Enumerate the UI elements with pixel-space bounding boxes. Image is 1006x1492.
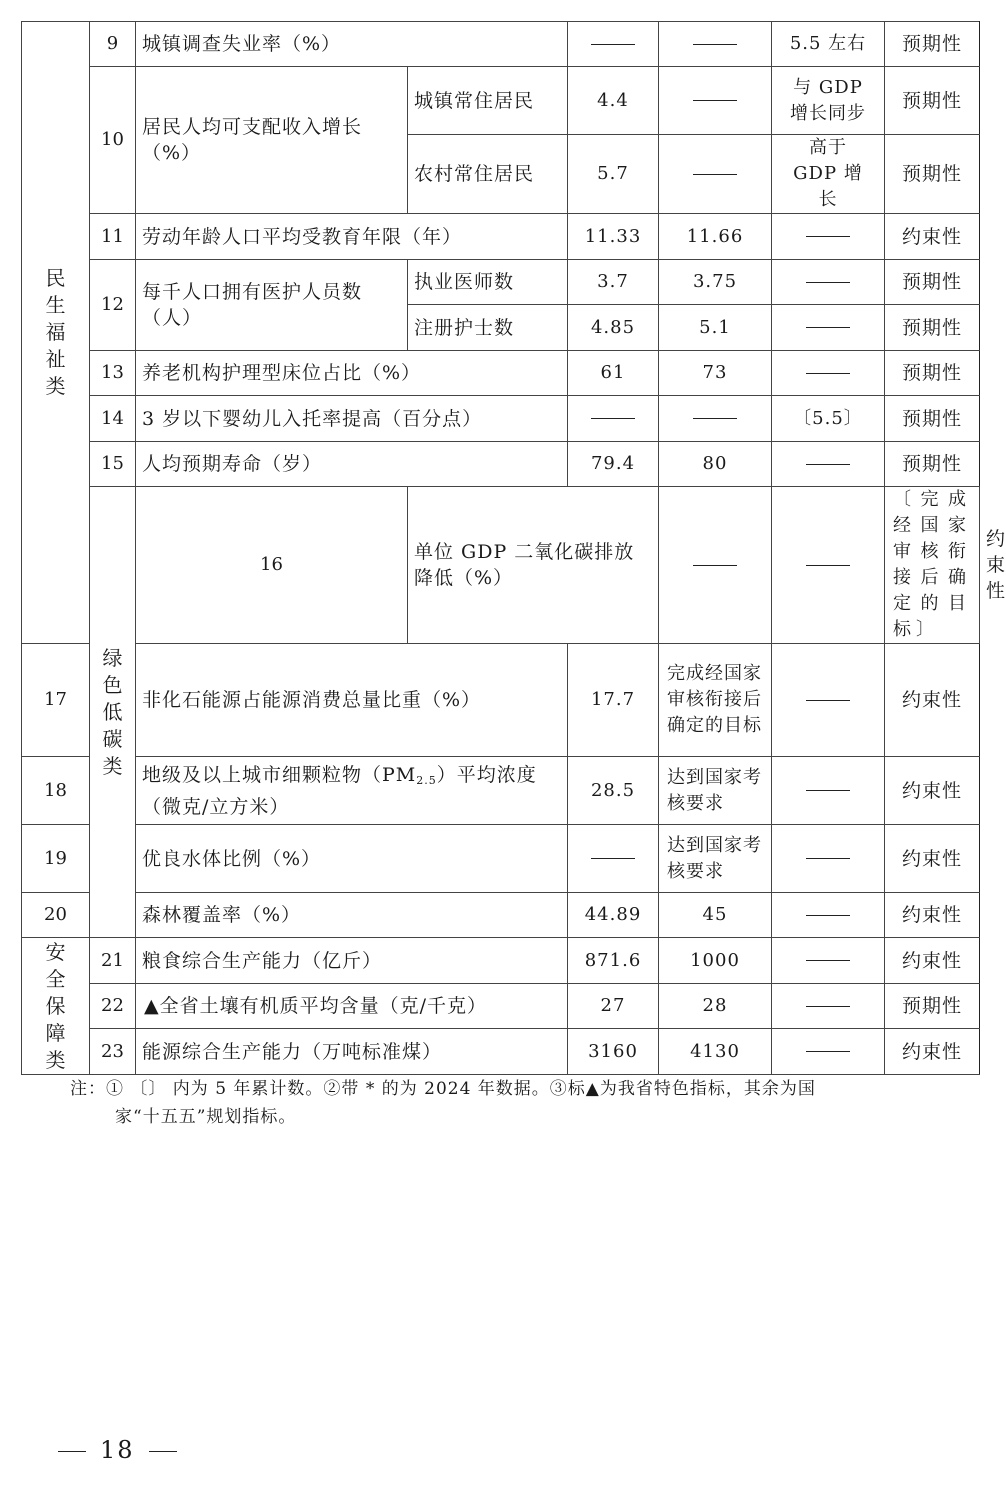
property-cell: 约束性 [885,938,980,984]
value-cell [659,22,772,67]
indicator-name: 能源综合生产能力（万吨标准煤） [136,1029,568,1075]
indicator-name: 优良水体比例（%） [136,825,568,893]
sub-indicator-name: 城镇常住居民 [408,67,568,135]
dash-placeholder [806,790,850,791]
table-row [22,260,980,305]
indicator-name: 养老机构护理型床位占比（%） [136,351,568,396]
dash-placeholder [806,236,850,237]
table-row [22,984,980,1029]
row-number: 15 [90,442,136,487]
row-number: 17 [22,644,90,757]
value-cell: 5.7 [568,135,659,214]
dash-placeholder [693,100,737,101]
property-cell: 预期性 [885,396,980,442]
table-row [22,893,980,938]
value-cell: 17.7 [568,644,659,757]
target-cell [772,260,885,305]
page-number: 18 [100,1436,135,1464]
category-cell: 安全保障类 [22,938,90,1075]
row-number: 13 [90,351,136,396]
row-number: 10 [90,67,136,214]
indicator-table [21,21,1006,1075]
table-row [22,396,980,442]
target-cell [772,984,885,1029]
table-row [22,938,980,984]
value-cell: 871.6 [568,938,659,984]
row-number: 16 [136,487,408,644]
dash-placeholder [806,858,850,859]
indicator-name: 森林覆盖率（%） [136,893,568,938]
value-cell: 4130 [659,1029,772,1075]
dash-placeholder [806,700,850,701]
table-row [22,757,980,825]
target-cell: 与 GDP 增长同步 [772,67,885,135]
footer-dash [149,1451,177,1452]
value-cell: 45 [659,893,772,938]
indicator-name: ▲全省土壤有机质平均含量（克/千克） [136,984,568,1029]
property-cell: 约束性 [885,757,980,825]
table-row [22,351,980,396]
row-number: 19 [22,825,90,893]
footnote-line: 注：① 〔〕 内为 5 年累计数。②带 * 的为 2024 年数据。③标▲为我省特色指标，其余为国 [70,1079,816,1099]
value-cell: 27 [568,984,659,1029]
value-cell: 80 [659,442,772,487]
value-cell: 11.66 [659,214,772,260]
property-cell: 预期性 [885,260,980,305]
row-number: 18 [22,757,90,825]
row-number: 23 [90,1029,136,1075]
property-cell: 约束性 [885,1029,980,1075]
value-cell: 1000 [659,938,772,984]
value-cell [659,135,772,214]
value-cell: 3160 [568,1029,659,1075]
target-cell: 5.5 左右 [772,22,885,67]
target-cell [772,893,885,938]
dash-placeholder [693,418,737,419]
value-cell: 达到国家考核要求 [659,825,772,893]
row-number: 14 [90,396,136,442]
dash-placeholder [806,282,850,283]
footnote-line: 家“十五五”规划指标。 [115,1107,297,1127]
category-cell: 民生福祉类 [22,22,90,644]
property-cell: 约束性 [885,893,980,938]
value-cell [659,67,772,135]
dash-placeholder [806,1006,850,1007]
value-cell: 28 [659,984,772,1029]
sub-indicator-name: 农村常住居民 [408,135,568,214]
row-number: 9 [90,22,136,67]
row-number: 22 [90,984,136,1029]
dash-placeholder [806,327,850,328]
table-footnote [70,1075,980,1131]
value-cell [568,396,659,442]
dash-placeholder [806,1051,850,1052]
sub-indicator-name: 注册护士数 [408,305,568,351]
target-cell [772,214,885,260]
value-cell [568,22,659,67]
value-cell: 达到国家考核要求 [659,757,772,825]
target-cell: 〔完成经国家审核衔接后确定的目标〕 [885,487,980,644]
property-cell: 预期性 [885,22,980,67]
table-row [22,442,980,487]
indicator-name: 城镇调查失业率（%） [136,22,568,67]
dash-placeholder [806,960,850,961]
indicator-name: 人均预期寿命（岁） [136,442,568,487]
dash-placeholder [693,174,737,175]
footer-dash [58,1451,86,1452]
dash-placeholder [591,44,635,45]
target-cell: 〔5.5〕 [772,396,885,442]
table-row [22,67,980,135]
value-cell [772,487,885,644]
dash-placeholder [806,373,850,374]
dash-placeholder [806,565,850,566]
value-cell: 28.5 [568,757,659,825]
table-row [22,214,980,260]
dash-placeholder [693,44,737,45]
indicator-name: 地级及以上城市细颗粒物$(PM_{2.5})$平均浓度（微克/立方米） [136,757,568,825]
indicator-name: 粮食综合生产能力（亿斤） [136,938,568,984]
indicator-name: 3 岁以下婴幼儿入托率提高（百分点） [136,396,568,442]
target-cell [772,825,885,893]
target-cell [772,644,885,757]
property-cell: 预期性 [885,351,980,396]
indicator-name: 单位 GDP 二氧化碳排放降低（%） [408,487,659,644]
property-cell: 预期性 [885,135,980,214]
table-row [22,1029,980,1075]
value-cell: 5.1 [659,305,772,351]
indicator-name: 每千人口拥有医护人员数（人） [136,260,408,351]
property-cell: 预期性 [885,984,980,1029]
target-cell [772,1029,885,1075]
table-row: 绿色低碳类 16 单位 GDP 二氧化碳排放降低（%） 〔完成经国家审核衔接后确定的目标〕 约束性 [22,487,980,644]
target-cell [772,757,885,825]
target-cell [772,351,885,396]
value-cell: 61 [568,351,659,396]
dash-placeholder [693,565,737,566]
value-cell: 完成经国家审核衔接后确定的目标 [659,644,772,757]
target-cell [772,305,885,351]
value-cell [659,487,772,644]
dash-placeholder [591,858,635,859]
value-cell: 3.7 [568,260,659,305]
sub-indicator-name: 执业医师数 [408,260,568,305]
row-number: 11 [90,214,136,260]
table-row [22,22,980,67]
property-cell: 约束性 [885,644,980,757]
value-cell: 44.89 [568,893,659,938]
property-cell: 预期性 [885,305,980,351]
category-cell: 绿色低碳类 [90,487,136,938]
indicator-name: 居民人均可支配收入增长（%） [136,67,408,214]
indicator-name: 非化石能源占能源消费总量比重（%） [136,644,568,757]
value-cell: 11.33 [568,214,659,260]
indicator-name: 劳动年龄人口平均受教育年限（年） [136,214,568,260]
dash-placeholder [806,915,850,916]
property-cell: 约束性 [885,214,980,260]
property-cell: 预期性 [885,67,980,135]
page-number-footer [58,1436,191,1464]
target-cell: 高于 GDP 增长 [772,135,885,214]
dash-placeholder [591,418,635,419]
value-cell: 3.75 [659,260,772,305]
value-cell: 4.85 [568,305,659,351]
property-cell: 约束性 [885,825,980,893]
table-row [22,644,980,757]
row-number: 20 [22,893,90,938]
value-cell: 79.4 [568,442,659,487]
value-cell [568,825,659,893]
target-cell [772,938,885,984]
value-cell: 4.4 [568,67,659,135]
dash-placeholder [806,464,850,465]
row-number: 12 [90,260,136,351]
value-cell: 73 [659,351,772,396]
value-cell [659,396,772,442]
table-row [22,825,980,893]
target-cell [772,442,885,487]
row-number: 21 [90,938,136,984]
property-cell: 预期性 [885,442,980,487]
